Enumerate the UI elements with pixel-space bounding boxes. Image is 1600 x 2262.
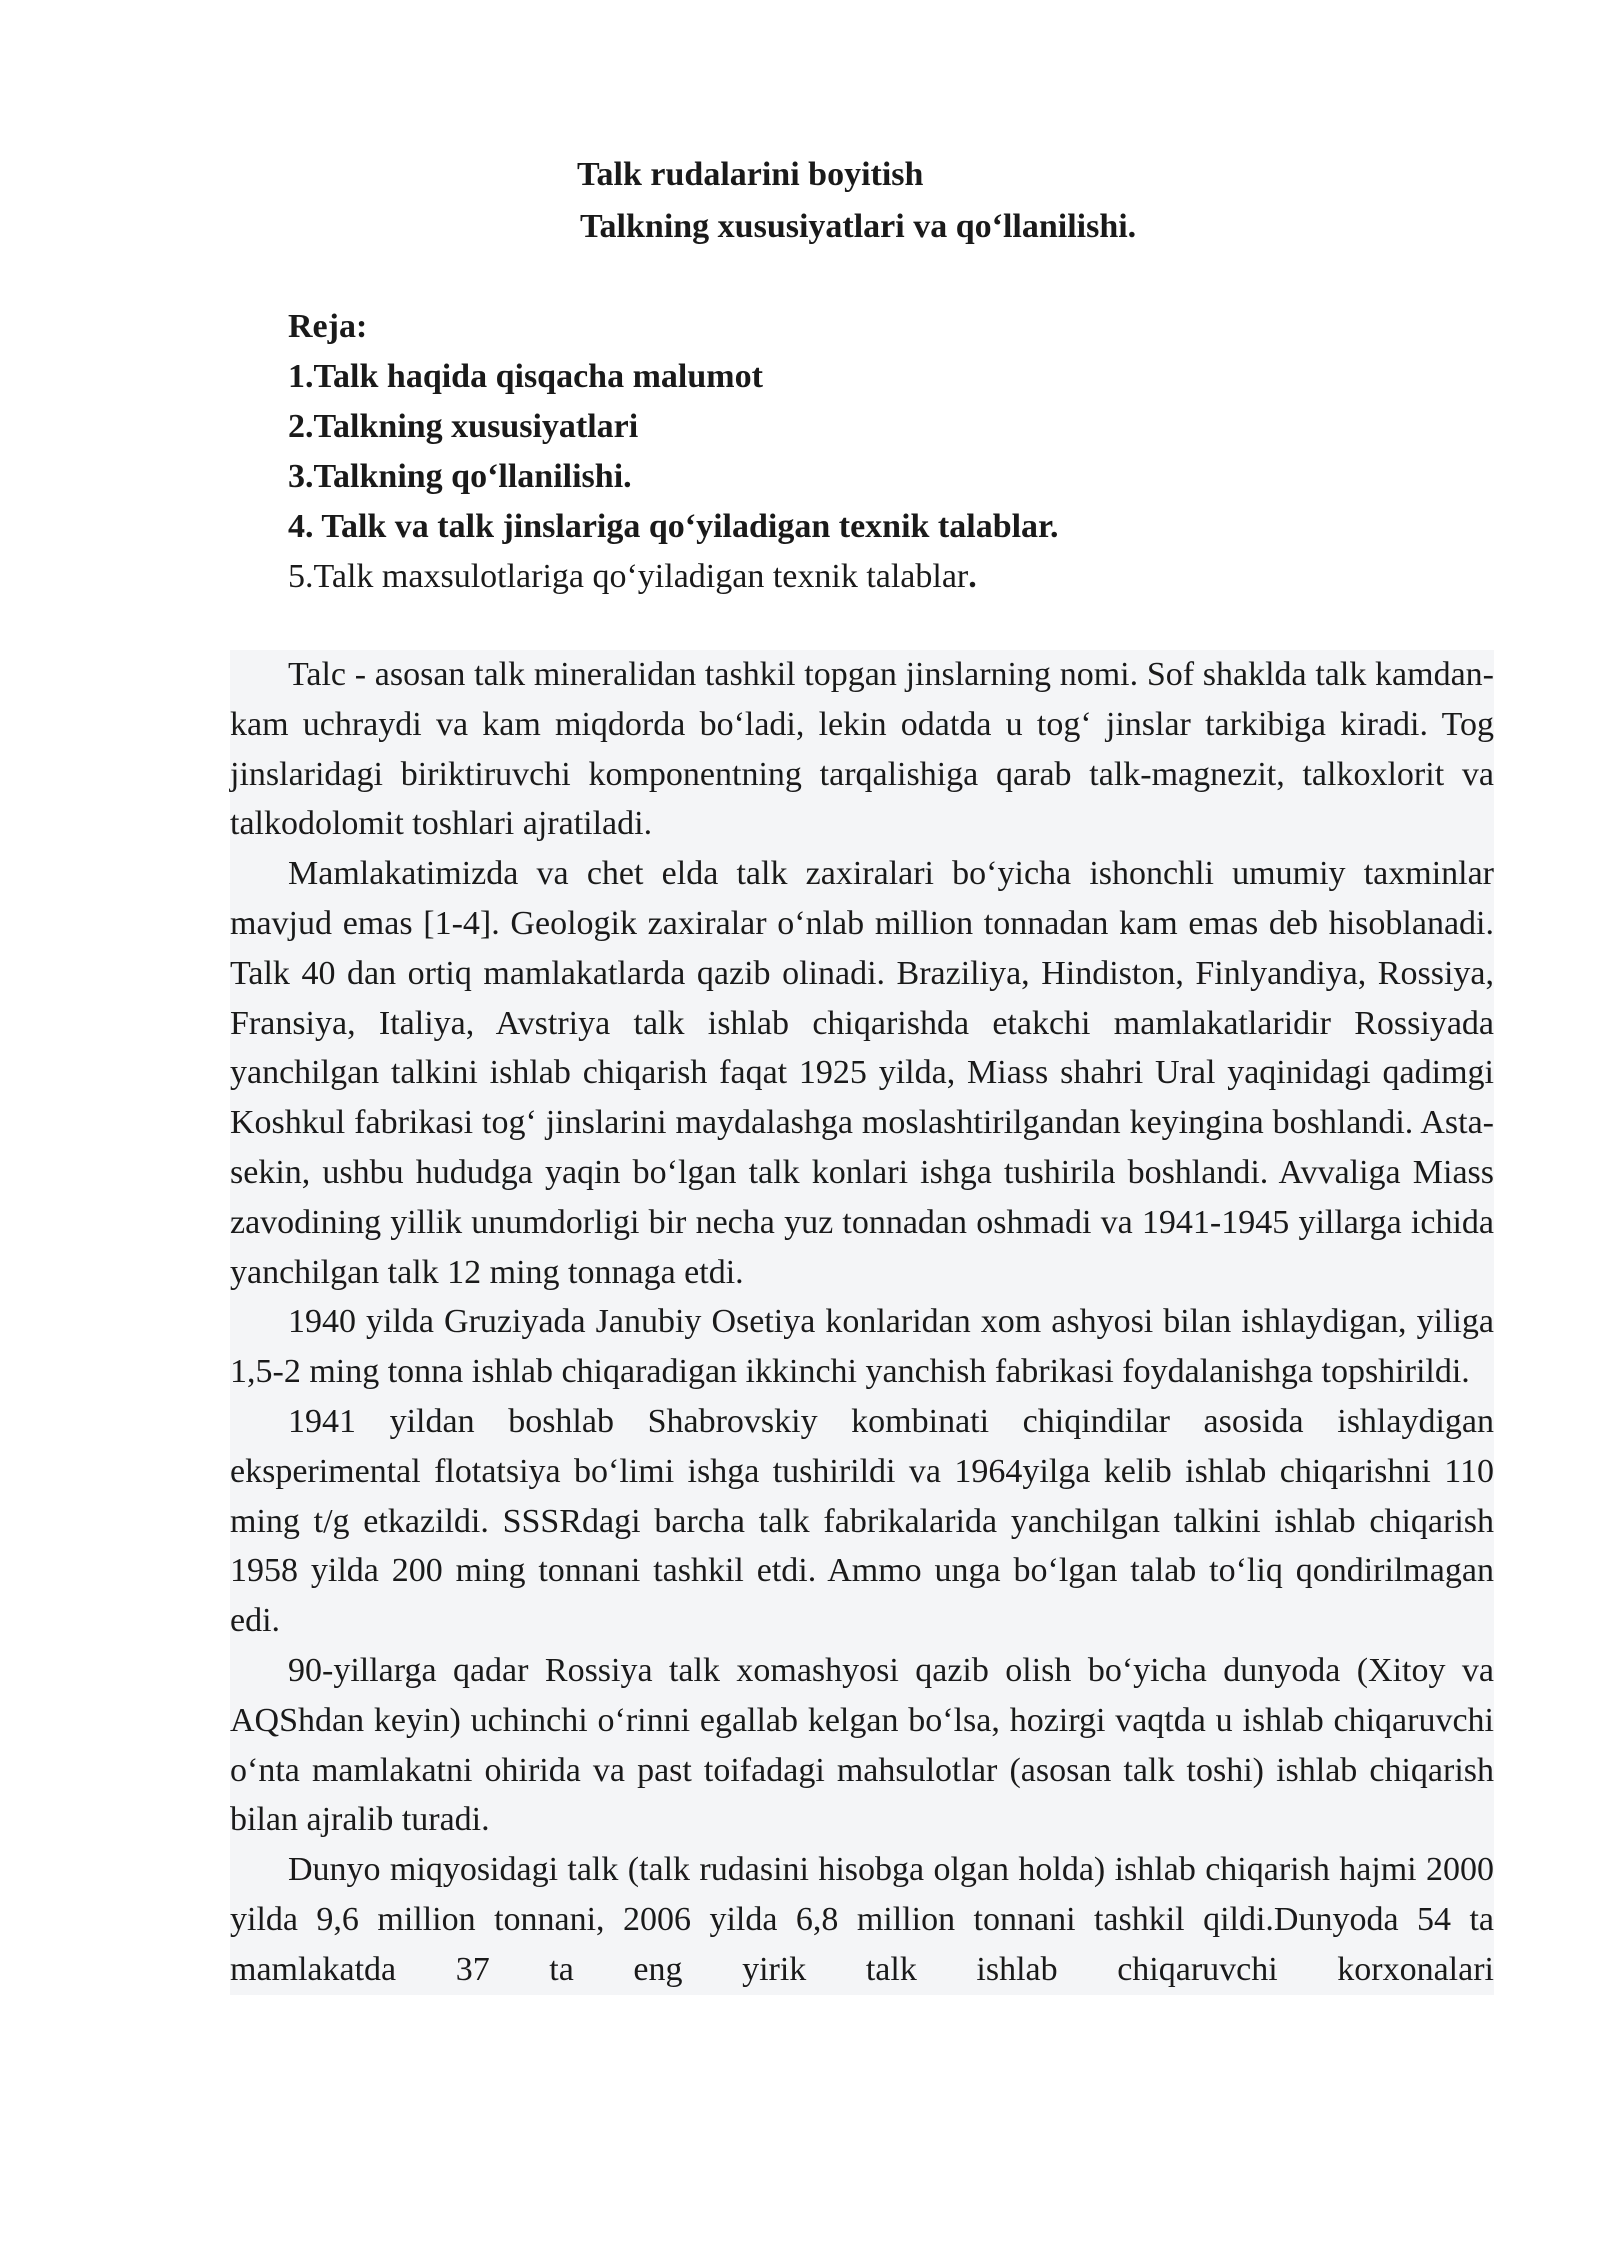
paragraph: 1940 yilda Gruziyada Janubiy Osetiya konlaridan xom ashyosi bilan ishlaydigan, yiliga 1,5-2 ming tonna ishlab chiqaradigan ikkinchi yanchish fabrikasi foydalanishga topshirildi. [230, 1303, 1494, 1391]
body-text [230, 650, 1494, 1995]
plan-item: 1.Talk haqida qisqacha malumot [288, 358, 763, 395]
paragraph: Mamlakatimizda va chet elda talk zaxiralari bo‘yicha ishonchli umumiy taxminlar mavjud emas [1-4]. Geologik zaxiralar o‘nlab million tonnadan kam emas deb hisoblanadi. Talk 40 dan ortiq mamlakatlarda qazib olinadi. Braziliya, Hindiston, Finlyandiya, Rossiya, Fransiya, Italiya, Avstriya talk ishlab chiqarishda etakchi mamlakatlaridir Rossiyada yanchilgan talkini ishlab chiqarish faqat 1925 yilda, Miass shahri Ural yaqinidagi qadimgi Koshkul fabrikasi tog‘ jinslarini maydalashga moslashtirilgandan keyingina boshlandi. Asta-sekin, ushbu hududga yaqin bo‘lgan talk konlari ishga tushirila boshlandi. Avvaliga Miass zavodining yillik unumdorligi bir necha yuz tonnadan oshmadi va 1941-1945 yillarga ichida yanchilgan talk 12 ming tonnaga etdi. [230, 855, 1494, 1291]
plan-heading: Reja: [288, 308, 368, 345]
document-subtitle: Talkning xususiyatlari va qo‘llanilishi. [580, 208, 1137, 245]
paragraph: Talc - asosan talk mineralidan tashkil topgan jinslarning nomi. Sof shaklda talk kamdan-kam uchraydi va kam miqdorda bo‘ladi, lekin odatda u tog‘ jinslar tarkibiga kiradi. Tog jinslaridagi biriktiruvchi komponentning tarqalishiga qarab talk-magnezit, talkoxlorit va talkodolomit toshlari ajratiladi. [230, 656, 1494, 843]
paragraph: 1941 yildan boshlab Shabrovskiy kombinati chiqindilar asosida ishlaydigan eksperimental flotatsiya bo‘limi ishga tushirildi va 1964yilga kelib ishlab chiqarishni 110 ming t/g etkazildi. SSSRdagi barcha talk fabrikalarida yanchilgan talkini ishlab chiqarish 1958 yilda 200 ming tonnani tashkil etdi. Ammo unga bo‘lgan talab to‘liq qondirilmagan edi. [230, 1402, 1494, 1640]
plan-item: 4. Talk va talk jinslariga qo‘yiladigan texnik talablar. [288, 508, 1059, 545]
plan-item: 2.Talkning xususiyatlari [288, 408, 639, 445]
paragraph: 90-yillarga qadar Rossiya talk xomashyosi qazib olish bo‘yicha dunyoda (Xitoy va AQShdan keyin) uchinchi o‘rinni egallab kelgan bo‘lsa, hozirgi vaqtda u ishlab chiqaruvchi o‘nta mamlakatni ohirida va past toifadagi mahsulotlar (asosan talk toshi) ishlab chiqarish bilan ajralib turadi. [230, 1651, 1494, 1839]
plan-item: 3.Talkning qo‘llanilishi. [288, 458, 632, 495]
plan-item-text: 5.Talk maxsulotlariga qo‘yiladigan texnik talablar [288, 558, 969, 595]
plan-section [288, 302, 1059, 602]
plan-item-last [288, 552, 1059, 602]
plan-item-period: . [968, 558, 977, 595]
paragraph: Dunyo miqyosidagi talk (talk rudasini hisobga olgan holda) ishlab chiqarish hajmi 2000 yilda 9,6 million tonnani, 2006 yilda 6,8 million tonnani tashkil qildi.Dunyoda 54 ta mamlakatda 37 ta eng yirik talk ishlab chiqaruvchi korxonalari [230, 1851, 1494, 1988]
document-title: Talk rudalarini boyitish [577, 156, 924, 193]
